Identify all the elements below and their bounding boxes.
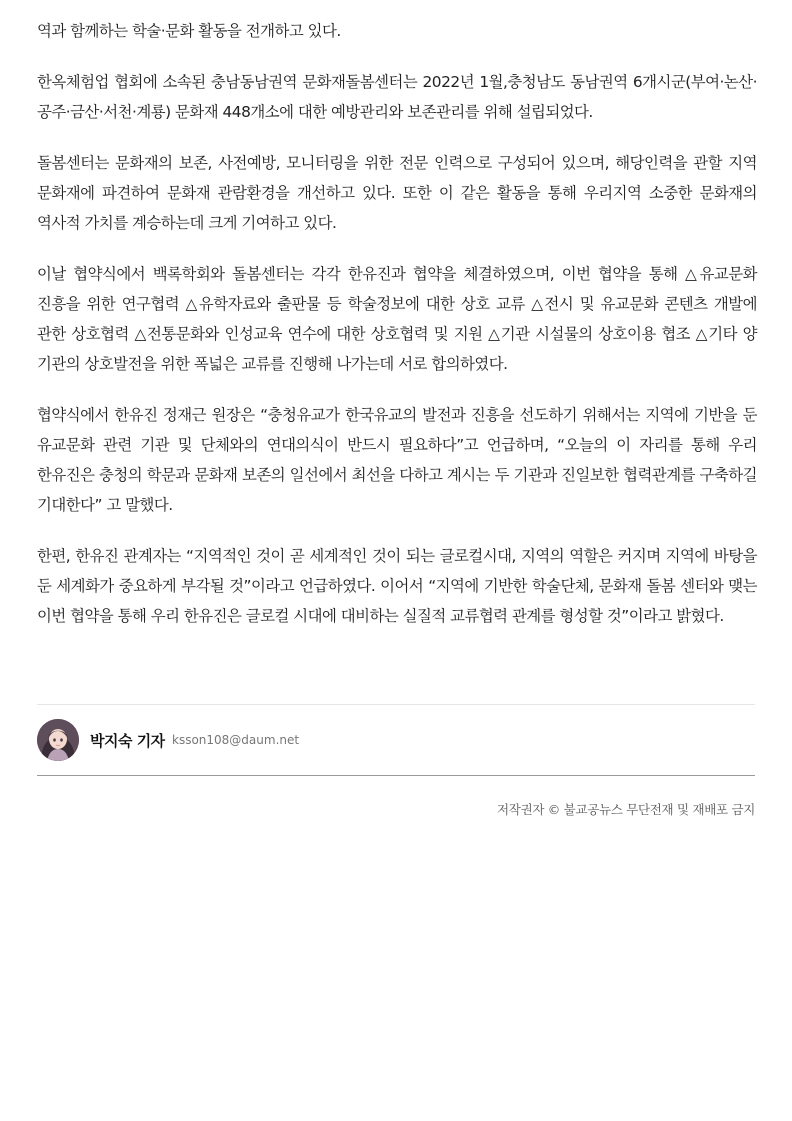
reporter-name[interactable]: 박지숙 기자 xyxy=(90,732,165,750)
article-paragraph: 한편, 한유진 관계자는 “지역적인 것이 곧 세계적인 것이 되는 글로컬시대, 지역의 역할은 커지며 지역에 바탕을 둔 세계화가 중요하게 부각될 것”이라고 언급하였다. 이어서 “지역에 기반한 학술단체, 문화재 돌봄 센터와 맺는 이번 협약을 통해 우리 한유진은 글로컬 시대에 대비하는 실질적 교류협력 관계를 형성할 것”이라고 밝혔다. xyxy=(37,547,757,625)
article-paragraph: 돌봄센터는 문화재의 보존, 사전예방, 모니터링을 위한 전문 인력으로 구성되어 있으며, 해당인력을 관할 지역 문화재에 파견하여 문화재 관람환경을 개선하고 있다. 또한 이 같은 활동을 통해 우리지역 소중한 문화재의 역사적 가치를 계승하는데 크게 기여하고 있다. xyxy=(37,154,757,232)
article-paragraph: 한옥체험업 협회에 소속된 충남동남권역 문화재돌봄센터는 2022년 1월,충청남도 동남권역 6개시군(부여·논산·공주·금산·서천·계룡) 문화재 448개소에 대한 예방관리와 보존관리를 위해 설립되었다. xyxy=(37,73,757,121)
copyright-notice: 저작권자 © 불교공뉴스 무단전재 및 재배포 금지 xyxy=(497,802,755,817)
reporter-avatar[interactable] xyxy=(37,719,79,761)
article-paragraph: 이날 협약식에서 백록학회와 돌봄센터는 각각 한유진과 협약을 체결하였으며, 이번 협약을 통해 △유교문화 진흥을 위한 연구협력 △유학자료와 출판물 등 학술정보에 대한 상호 교류 △전시 및 유교문화 콘텐츠 개발에 관한 상호협력 △전통문화와 인성교육 연수에 대한 상호협력 및 지원 △기관 시설물의 상호이용 협조 △기타 양 기관의 상호발전을 위한 폭넓은 교류를 진행해 나가는데 서로 합의하였다. xyxy=(37,265,757,373)
article-body xyxy=(37,16,757,652)
reporter-byline xyxy=(37,704,755,776)
article-paragraph: 역과 함께하는 학술·문화 활동을 전개하고 있다. xyxy=(37,22,341,40)
article-paragraph: 협약식에서 한유진 정재근 원장은 “충청유교가 한국유교의 발전과 진흥을 선도하기 위해서는 지역에 기반을 둔 유교문화 관련 기관 및 단체와의 연대의식이 반드시 필요하다”고 언급하며, “오늘의 이 자리를 통해 우리 한유진은 충청의 학문과 문화재 보존의 일선에서 최선을 다하고 계시는 두 기관과 진일보한 협력관계를 구축하길 기대한다” 고 말했다. xyxy=(37,406,757,514)
avatar-image xyxy=(37,719,79,761)
reporter-email[interactable]: ksson108@daum.net xyxy=(172,733,300,747)
